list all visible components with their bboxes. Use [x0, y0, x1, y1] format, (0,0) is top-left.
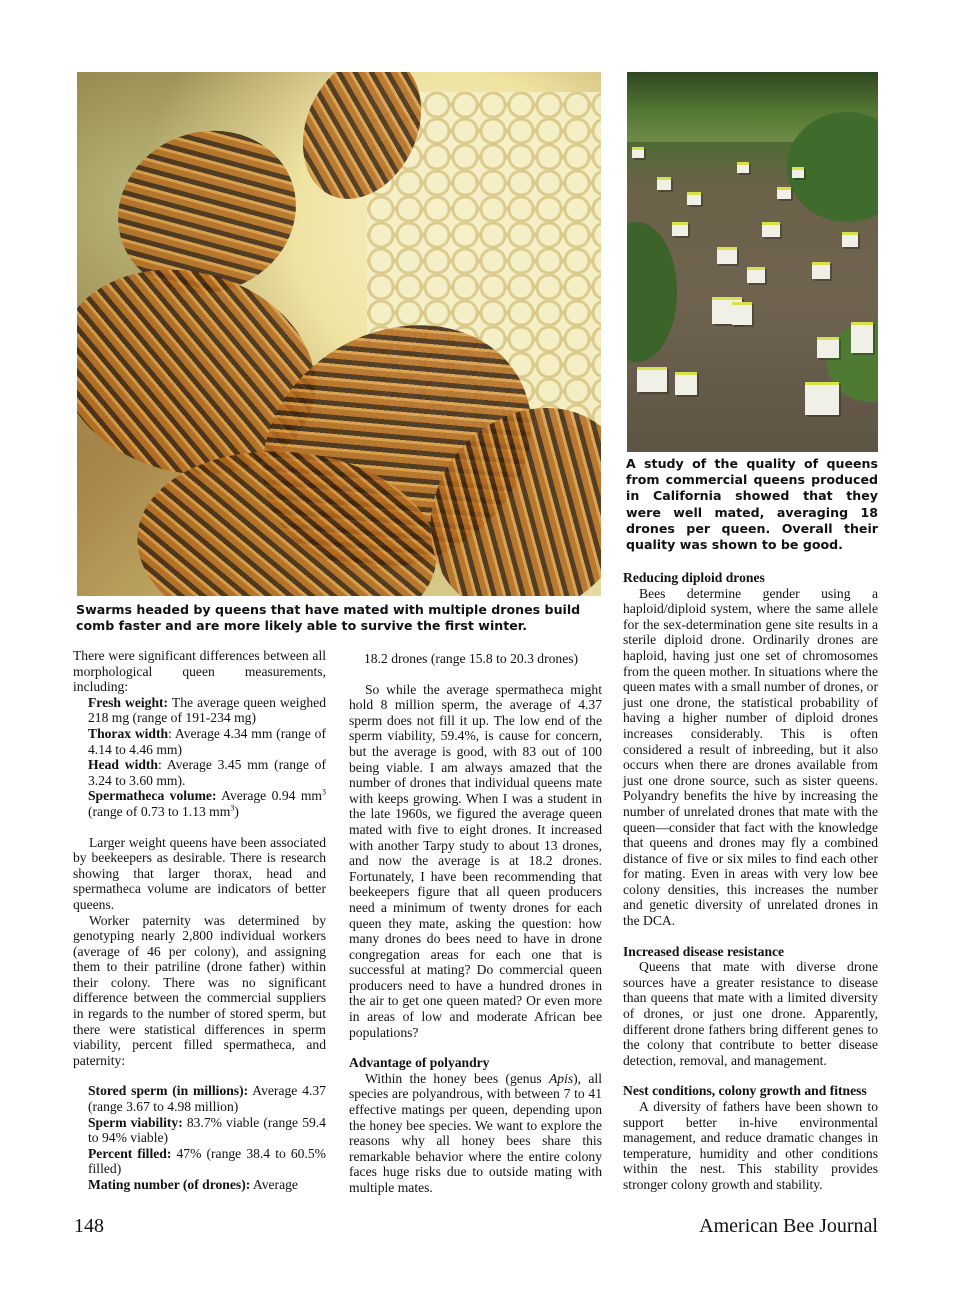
intro-paragraph: There were significant differences between all morphological queen measurements, including:	[73, 648, 326, 695]
bees-on-comb-photo	[77, 72, 601, 596]
bees-photo-caption: Swarms headed by queens that have mated with multiple drones build comb faster and are more likely able to survive the first winter.	[76, 602, 581, 634]
sperm-paragraph: So while the average spermatheca might hold 8 million sperm, the average of 4.37 sperm does not fill it up. The low end of the sperm viability, 59.4%, is cause for concern, but the average is good, with 83 out of 100 being viable. I am always amazed that the number of drones that individual queens mate with keeps growing. When I was a student in the late 1960s, we figured the average queen mated with five to eight drones. It increased with another Tarpy study to about 13 drones, and now the average is at 18.2 drones. Fortunately, I have been recommending that beekeepers figure that all queen producers need a minimum of twenty drones for each queen they mate, asking the question: how many drones do bees need to have in drone congregation areas for each one that is successful at mating? Do commercial queen producers need to have a hundred drones in the air to get one queen mated? Or even more in areas of low and moderate African bee populations?	[349, 681, 602, 1040]
column-1	[73, 648, 326, 1193]
polyandry-heading: Advantage of polyandry	[349, 1055, 490, 1071]
column-2	[349, 651, 602, 1196]
weight-paragraph: Larger weight queens have been associated by beekeepers as desirable. There is research showing that larger thorax, head and spermatheca volume are indicators of better queens.	[73, 834, 326, 912]
mating-nucs-field-photo	[627, 72, 878, 452]
diploid-heading: Reducing diploid drones	[623, 570, 765, 585]
journal-name: American Bee Journal	[699, 1215, 878, 1237]
measurement-fresh-weight: Fresh weight: The average queen weighed 218 mg (range of 191-234 mg)	[88, 694, 326, 726]
nest-heading: Nest conditions, colony growth and fitness	[623, 1083, 867, 1099]
stat-sperm-viability: Sperm viability: 83.7% viable (range 59.4 to 94% viable)	[88, 1114, 326, 1146]
stat-percent-filled: Percent filled: 47% (range 38.4 to 60.5% filled)	[88, 1145, 327, 1177]
measurement-thorax-width: Thorax width: Average 4.34 mm (range of 4.14 to 4.46 mm)	[88, 725, 326, 757]
paternity-paragraph: Worker paternity was determined by genotyping nearly 2,800 individual workers (average of 46 per colony), and assigning them to their patriline (drone father) within their colony. There was no significant difference between the commercial suppliers in regards to the number of stored sperm, but there were statistical differences in sperm viability, percent filled spermatheca, and paternity:	[73, 912, 326, 1068]
page-number: 148	[74, 1215, 104, 1237]
stat-stored-sperm: Stored sperm (in millions): Average 4.37 (range 3.67 to 4.98 million)	[88, 1083, 326, 1115]
column-3	[623, 570, 878, 1193]
polyandry-paragraph: Within the honey bees (genus Apis), all species are polyandrous, with between 7 to 41 effective matings per queen, depending upon the honey bee species. We want to explore the reasons why all honey bees share this remarkable behavior where the entire colony faces huge risks due to outside mating with multiple mates.	[349, 1070, 602, 1195]
nest-paragraph: A diversity of fathers have been shown to support better in-hive environmental management, and reduce dramatic changes in temperature, humidity and other conditions within the nest. This stability provides stronger colony growth and stability.	[623, 1099, 878, 1192]
measurement-spermatheca-volume: Spermatheca volume: Average 0.94 $mm^3$ (range of 0.73 to 1.13 $mm^3$)	[88, 787, 326, 819]
disease-paragraph: Queens that mate with diverse drone sources have a greater resistance to disease than queens that mate with a limited diversity of drones, or just one drone. Apparently, different drone fathers bring different genes to the colony that contribute to better disease detection, removal, and management.	[623, 959, 878, 1068]
stat-mating-number: Mating number (of drones): Average	[88, 1177, 298, 1192]
field-photo-caption: A study of the quality of queens from commercial queens produced in California showed that they were well mated, averaging 18 drones per queen. Overall their quality was shown to be good.	[626, 456, 878, 553]
measurement-head-width: Head width: Average 3.45 mm (range of 3.24 to 3.60 mm).	[88, 757, 326, 788]
diploid-paragraph: Bees determine gender using a haploid/diploid system, where the same allele for the sex-determination gene site results in a sterile diploid drone. Ordinarily drones are haploid, having just one set of chromosomes from the queen mother. In situations where the queen mates with a small number of drones, or just one drone, the statistical probability of having a higher number of diploid drones increases considerably. This is often considered a result of inbreeding, but it also occurs when there are drones available from just one drone source, such as sister queens. Polyandry benefits the hive by increasing the number of unrelated drones that mate with the queen—consider that fact with the knowledge that queens and drones may fly a combined distance of five or six miles to find each other for mating. Even in areas with very low bee colony densities, this increases the number and genetic diversity of unrelated drones in the DCA.	[623, 585, 878, 929]
mating-number-continued: 18.2 drones (range 15.8 to 20.3 drones)	[364, 651, 579, 666]
disease-heading: Increased disease resistance	[623, 943, 785, 959]
